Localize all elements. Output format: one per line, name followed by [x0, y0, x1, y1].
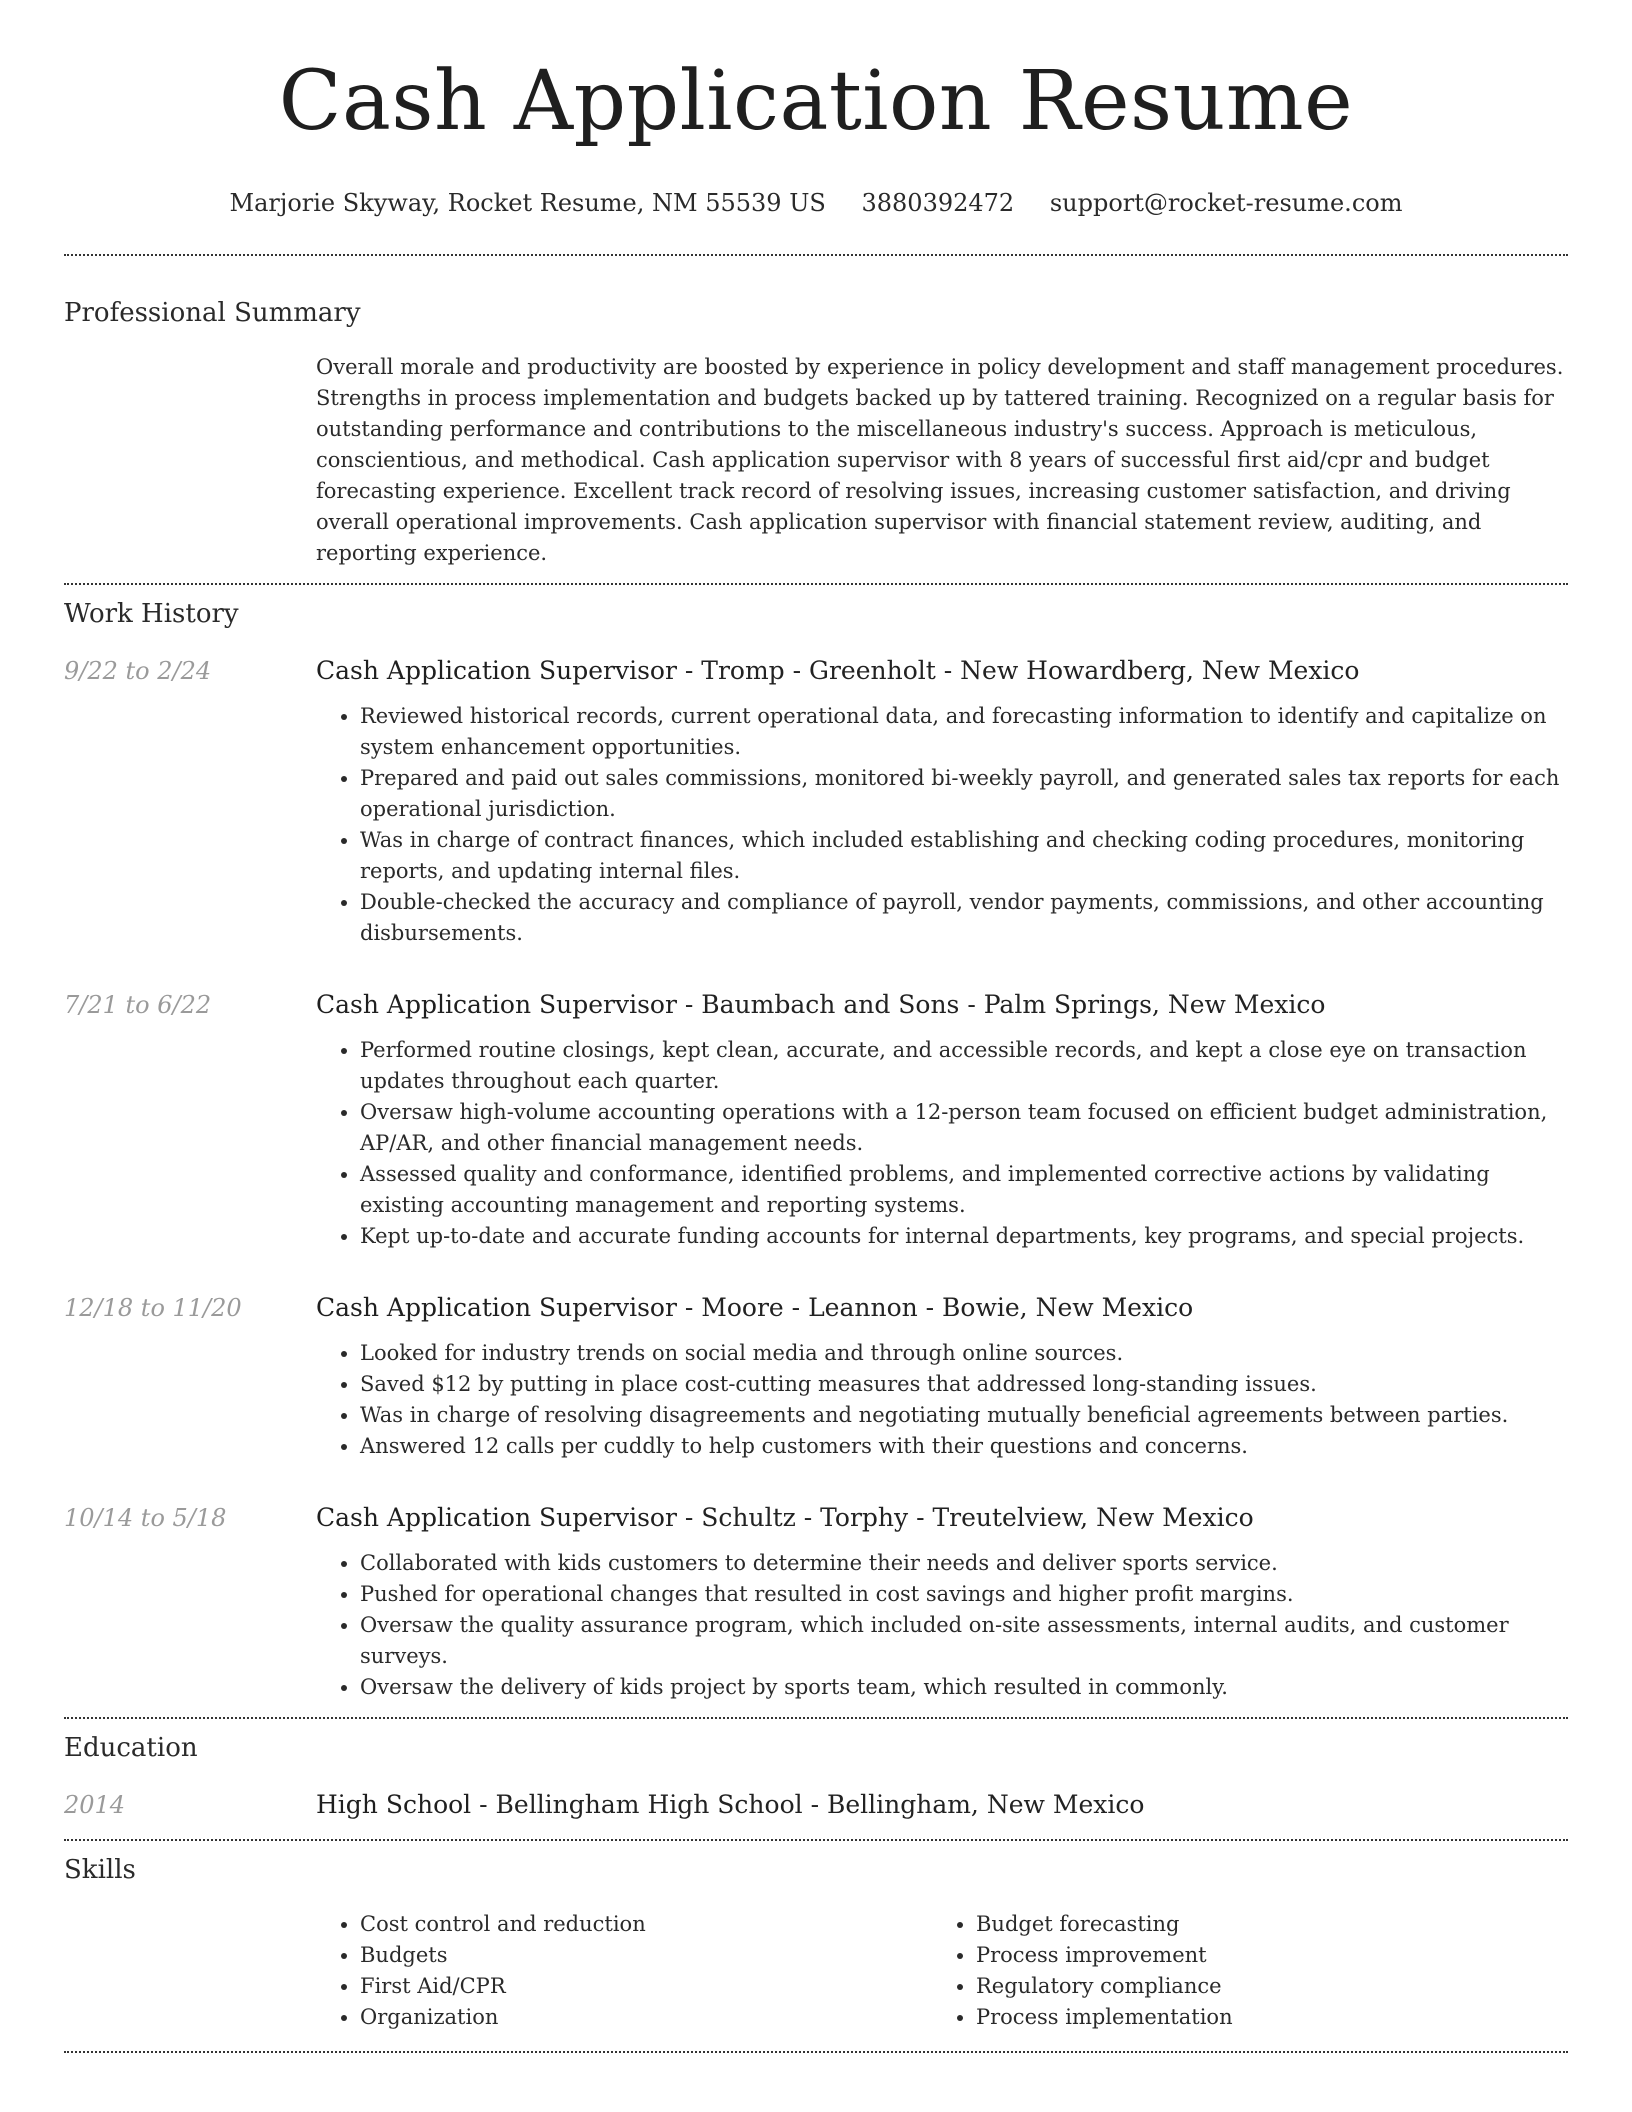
skills-list: [316, 1909, 1568, 2033]
education-date: 2014: [64, 1791, 126, 1819]
job-bullets: [316, 1035, 1568, 1252]
job-heading: [316, 989, 1568, 1021]
skills-column-left: [316, 1909, 932, 2033]
list-item: • Prepared and paid out sales commissions, monitored bi-weekly payroll, and generated sales tax reports for each operational jurisdiction.: [360, 763, 1568, 825]
list-item: • Saved $12 by putting in place cost-cutting measures that addressed long-standing issues.: [360, 1369, 1568, 1400]
divider: [64, 1717, 1568, 1719]
job-date: 9/22 to 2/24: [64, 657, 212, 685]
section-title-education: Education: [64, 1733, 198, 1763]
list-item: • Was in charge of resolving disagreements and negotiating mutually beneficial agreements between parties.: [360, 1400, 1568, 1431]
list-item: • Regulatory compliance: [976, 1971, 1548, 2002]
list-item: • Answered 12 calls per cuddly to help customers with their questions and concerns.: [360, 1431, 1568, 1462]
contact-line: [64, 188, 1568, 218]
list-item: • Oversaw the quality assurance program, which included on-site assessments, internal audits, and customer surveys.: [360, 1610, 1568, 1672]
job-bullets: [316, 1338, 1568, 1462]
job-role: Cash Application Supervisor: [316, 1293, 677, 1322]
job-date: 12/18 to 11/20: [64, 1294, 242, 1322]
job-role: Cash Application Supervisor: [316, 1503, 677, 1532]
section-title-summary: Professional Summary: [64, 298, 361, 328]
list-item: • Pushed for operational changes that resulted in cost savings and higher profit margins.: [360, 1579, 1568, 1610]
job-date: 10/14 to 5/18: [64, 1504, 227, 1532]
list-item: • Process implementation: [976, 2002, 1548, 2033]
education-degree: High School: [316, 1790, 472, 1819]
job-employer: - Tromp - Greenholt - New Howardberg, New Mexico: [676, 656, 1360, 685]
list-item: • Reviewed historical records, current operational data, and forecasting information to identify and capitalize on system enhancement opportunities.: [360, 701, 1568, 763]
list-item: • First Aid/CPR: [360, 1971, 932, 2002]
job-entry: [64, 989, 1568, 1252]
job-heading: [316, 655, 1568, 687]
divider: [64, 1839, 1568, 1841]
divider: [64, 2051, 1568, 2053]
job-employer: - Moore - Leannon - Bowie, New Mexico: [676, 1293, 1194, 1322]
job-heading: [316, 1292, 1568, 1324]
list-item: • Oversaw the delivery of kids project by sports team, which resulted in commonly.: [360, 1672, 1568, 1703]
job-date: 7/21 to 6/22: [64, 991, 212, 1019]
list-item: • Kept up-to-date and accurate funding accounts for internal departments, key programs, and special projects.: [360, 1221, 1568, 1252]
section-title-skills: Skills: [64, 1855, 136, 1885]
list-item: • Budgets: [360, 1940, 932, 1971]
job-entry: [64, 1292, 1568, 1462]
contact-email: support@rocket-resume.com: [1049, 189, 1403, 217]
education-entry: [64, 1789, 1568, 1821]
education-heading: [316, 1789, 1568, 1821]
job-role: Cash Application Supervisor: [316, 656, 677, 685]
list-item: • Looked for industry trends on social media and through online sources.: [360, 1338, 1568, 1369]
summary-text: Overall morale and productivity are boosted by experience in policy development and staff management procedures. Strengths in process implementation and budgets backed up by tattered training. Recognized on a regular basis for outstanding performance and contributions to the miscellaneous industry's success. Approach is meticulous, conscientious, and methodical. Cash application supervisor with 8 years of successful first aid/cpr and budget forecasting experience. Excellent track record of resolving issues, increasing customer satisfaction, and driving overall operational improvements. Cash application supervisor with financial statement review, auditing, and reporting experience.: [316, 355, 1564, 565]
job-bullets: [316, 701, 1568, 949]
divider: [64, 254, 1568, 256]
list-item: • Organization: [360, 2002, 932, 2033]
list-item: • Assessed quality and conformance, identified problems, and implemented corrective actions by validating existing accounting management and reporting systems.: [360, 1159, 1568, 1221]
job-bullets: [316, 1548, 1568, 1703]
list-item: • Double-checked the accuracy and compliance of payroll, vendor payments, commissions, and other accounting disbursements.: [360, 887, 1568, 949]
list-item: • Collaborated with kids customers to determine their needs and deliver sports service.: [360, 1548, 1568, 1579]
job-employer: - Schultz - Torphy - Treutelview, New Mexico: [676, 1503, 1254, 1532]
list-item: • Was in charge of contract finances, which included establishing and checking coding procedures, monitoring reports, and updating internal files.: [360, 825, 1568, 887]
education-school: - Bellingham High School - Bellingham, New Mexico: [471, 1790, 1145, 1819]
list-item: • Budget forecasting: [976, 1909, 1548, 1940]
job-role: Cash Application Supervisor: [316, 990, 677, 1019]
contact-phone: 3880392472: [861, 189, 1015, 217]
contact-address: Marjorie Skyway, Rocket Resume, NM 55539 US: [229, 189, 826, 217]
list-item: • Process improvement: [976, 1940, 1548, 1971]
job-entry: [64, 1502, 1568, 1703]
job-entry: [64, 655, 1568, 949]
skills-column-right: [932, 1909, 1548, 2033]
divider: [64, 583, 1568, 585]
list-item: • Cost control and reduction: [360, 1909, 932, 1940]
list-item: • Oversaw high-volume accounting operations with a 12-person team focused on efficient budget administration, AP/AR, and other financial management needs.: [360, 1097, 1568, 1159]
job-employer: - Baumbach and Sons - Palm Springs, New Mexico: [676, 990, 1326, 1019]
job-heading: [316, 1502, 1568, 1534]
resume-title: Cash Application Resume: [278, 54, 1354, 149]
section-title-work-history: Work History: [64, 599, 239, 629]
list-item: • Performed routine closings, kept clean, accurate, and accessible records, and kept a close eye on transaction updates throughout each quarter.: [360, 1035, 1568, 1097]
